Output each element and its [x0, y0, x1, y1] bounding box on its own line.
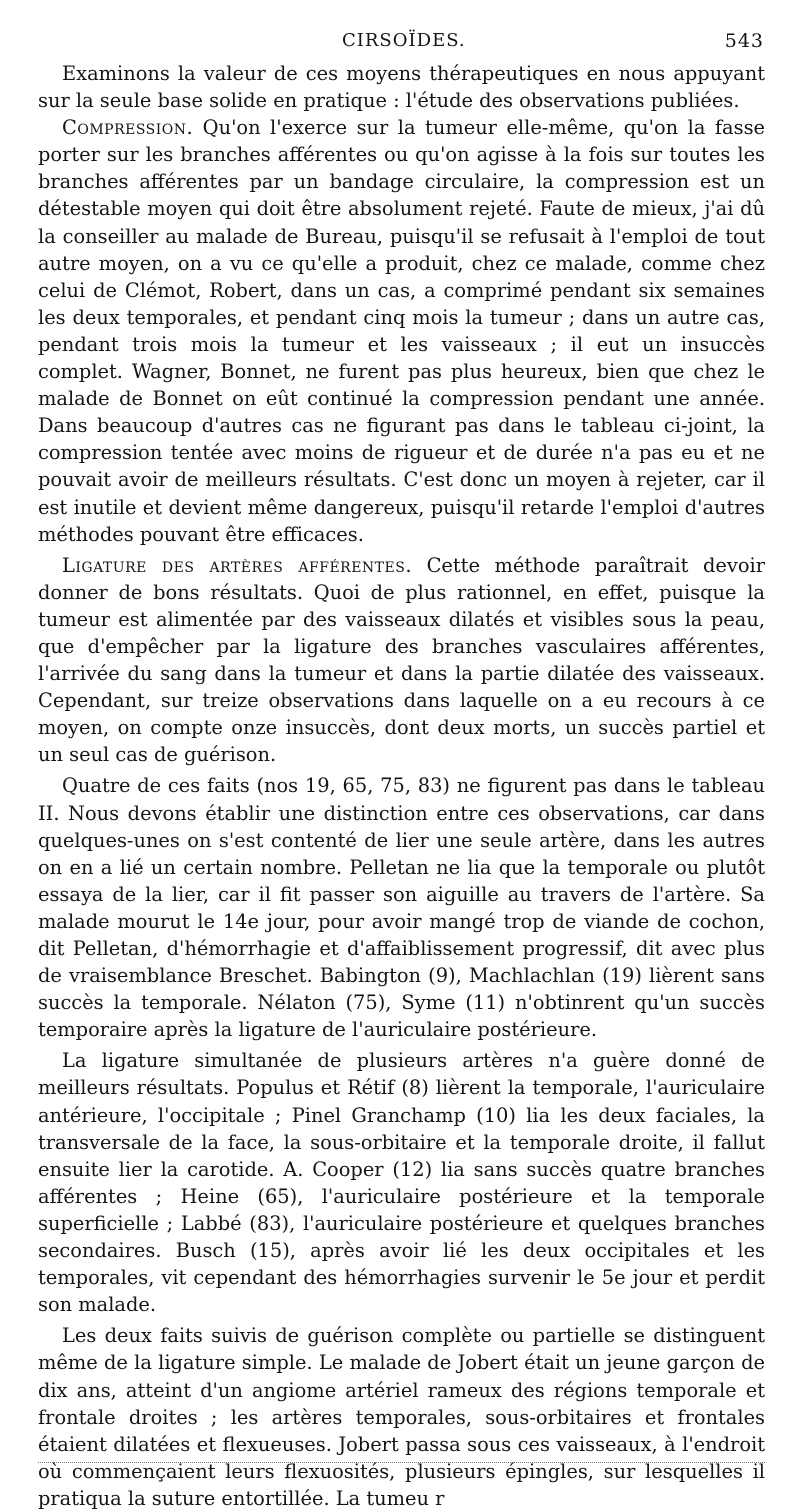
section-heading: Compression.	[62, 116, 194, 140]
body-text	[38, 60, 765, 1512]
paragraph	[38, 60, 765, 114]
running-header	[60, 28, 764, 54]
paragraph-text: Les deux faits suivis de guérison complète ou partielle se distinguent même de la ligature simple. Le malade de Jobert était un jeune garçon de dix ans, atteint d'un angiome artériel rameux des régions temporale et frontale droites ; les artères temporales, sous-orbitaires et frontales étaient dilatées et flexueuses. Jobert passa sous ces vaisseaux, à l'endroit où commençaient leurs flexuosités, plusieurs épingles, sur lesquelles il pratiqua la suture entortillée. La tumeu r	[38, 1324, 765, 1510]
paragraph-text: Cette méthode paraîtrait devoir donner de bons résultats. Quoi de plus rationnel, en effet, puisque la tumeur est alimentée par des vaisseaux dilatés et visibles sous la peau, que d'empêcher par la ligature des branches vasculaires afférentes, l'arrivée du sang dans la tumeur et dans la partie dilatée des vaisseaux. Cependant, sur treize observations dans laquelle on a eu recours à ce moyen, on compte onze insuccès, dont deux morts, un succès partiel et un seul cas de guérison.	[38, 553, 765, 767]
paragraph	[38, 1047, 765, 1318]
paragraph	[38, 772, 765, 1043]
page-number: 543	[724, 30, 764, 52]
paragraph	[38, 1322, 765, 1512]
running-title: CIRSOÏDES.	[342, 30, 466, 51]
paragraph-text: Quatre de ces faits (nos 19, 65, 75, 83) ne figurent pas dans le tableau II. Nous devons établir une distinction entre ces observations, car dans quelques-unes on s'est contenté de lier une seule artère, dans les autres on en a lié un certain nombre. Pelletan ne lia que la temporale ou plutôt essaya de la lier, car il fit passer son aiguille au travers de l'artère. Sa malade mourut le 14e jour, pour avoir mangé trop de viande de cochon, dit Pelletan, d'hémorrhagie et d'affaiblissement progressif, dit avec plus de vraisemblance Breschet. Babington (9), Machlachlan (19) lièrent sans succès la temporale. Nélaton (75), Syme (11) n'obtinrent qu'un succès temporaire après la ligature de l'auriculaire postérieure.	[38, 774, 765, 1042]
paragraph	[38, 114, 765, 548]
paragraph-text: La ligature simultanée de plusieurs artères n'a guère donné de meilleurs résultats. Populus et Rétif (8) lièrent la temporale, l'auriculaire antérieure, l'occipitale ; Pinel Granchamp (10) lia les deux faciales, la transversale de la face, la sous-orbitaire et la temporale droite, il fallut ensuite lier la carotide. A. Cooper (12) lia sans succès quatre branches afférentes ; Heine (65), l'auriculaire postérieure et la temporale superficielle ; Labbé (83), l'auriculaire postérieure et quelques branches secondaires. Busch (15), après avoir lié les deux occipitales et les temporales, vit cependant des hémorrhagies survenir le 5e jour et perdit son malade.	[38, 1049, 765, 1317]
paragraph	[38, 552, 765, 769]
paragraph-text: Examinons la valeur de ces moyens thérapeutiques en nous appuyant sur la seule base solide en pratique : l'étude des observations publiées.	[38, 62, 765, 113]
section-heading: Ligature des artères afférentes.	[62, 553, 412, 577]
dotted-footer-rule	[38, 1462, 765, 1465]
paragraph-text: Qu'on l'exerce sur la tumeur elle-même, qu'on la fasse porter sur les branches afférentes ou qu'on agisse à la fois sur toutes les branches afférentes par un bandage circulaire, la compression est un détestable moyen qui doit être absolument rejeté. Faute de mieux, j'ai dû la conseiller au malade de Bureau, puisqu'il se refusait à l'emploi de tout autre moyen, on a vu ce qu'elle a produit, chez ce malade, comme chez celui de Clémot, Robert, dans un cas, a comprimé pendant six semaines les deux temporales, et pendant cinq mois la tumeur ; dans un autre cas, pendant trois mois la tumeur et les vaisseaux ; il eut un insuccès complet. Wagner, Bonnet, ne furent pas plus heureux, bien que chez le malade de Bonnet on eût continué la compression pendant une année. Dans beaucoup d'autres cas ne figurant pas dans le tableau ci-joint, la compression tentée avec moins de rigueur et de durée n'a pas eu et ne pouvait avoir de meilleurs résultats. C'est donc un moyen à rejeter, car il est inutile et devient même dangereux, puisqu'il retarde l'emploi d'autres méthodes pouvant être efficaces.	[38, 116, 765, 546]
